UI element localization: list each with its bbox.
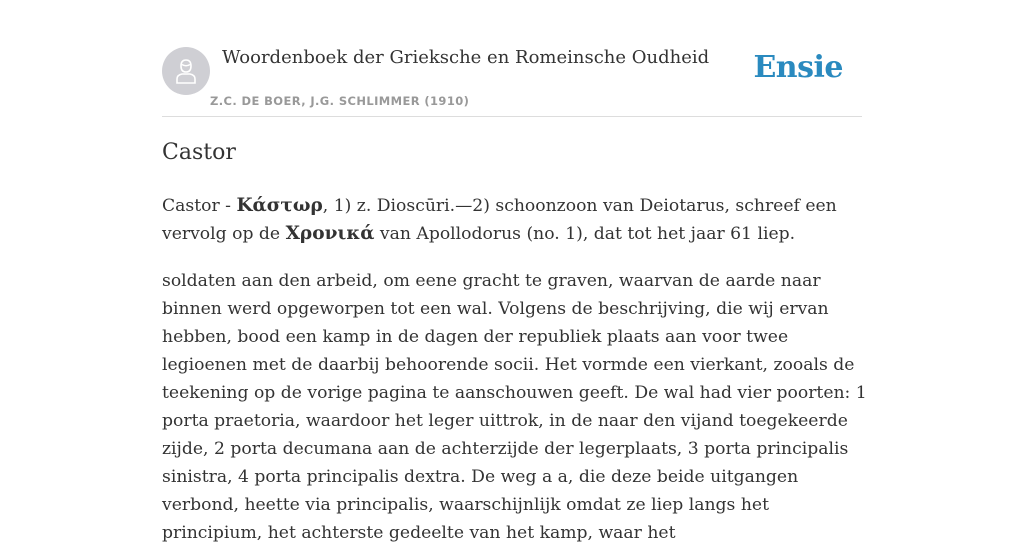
dictionary-authors: Z.C. DE BOER, J.G. SCHLIMMER (1910) <box>210 94 470 108</box>
greek-term: Κάστωρ <box>236 195 323 216</box>
user-silhouette-icon <box>171 56 201 86</box>
greek-term: Χρονικά <box>285 223 375 244</box>
entry-excerpt: soldaten aan den arbeid, om eene gracht te graven, waarvan de aarde naar binnen werd opgeworpen tot een wal. Volgens de beschrijving, die wij ervan hebben, bood een kamp in de dagen der republiek plaats aan voor twee legioenen met de daarbij behoorende socii. Het vormde een vierkant, zooals de teekening op de vorige pagina te aanschouwen geeft. De wal had vier poorten: 1 porta praetoria, waardoor het leger uittrok, in de naar den vijand toegekeerde zijde, 2 porta decumana aan de achterzijde der legerplaats, 3 porta principalis sinistra, 4 porta principalis dextra. De weg a a, die deze beide uitgangen verbond, heette via principalis, waarschijnlijk omdat ze liep langs het principium, het achterste gedeelte van het kamp, waar het <box>162 271 867 543</box>
entry-definition <box>162 192 862 248</box>
entry-header <box>162 44 862 117</box>
definition-text: , 1) z. Dioscūri.—2) schoonzoon van Deiotarus, schreef een vervolg op de <box>162 196 837 244</box>
avatar[interactable] <box>162 47 210 95</box>
page-title: Castor <box>162 140 236 165</box>
dictionary-title-link[interactable]: Woordenboek der Grieksche en Romeinsche Oudheid <box>222 47 710 68</box>
definition-text: van Apollodorus (no. 1), dat tot het jaar 61 liep. <box>374 224 796 244</box>
ensie-logo-link[interactable]: Ensie <box>753 50 843 85</box>
definition-text: Castor - <box>162 196 237 216</box>
